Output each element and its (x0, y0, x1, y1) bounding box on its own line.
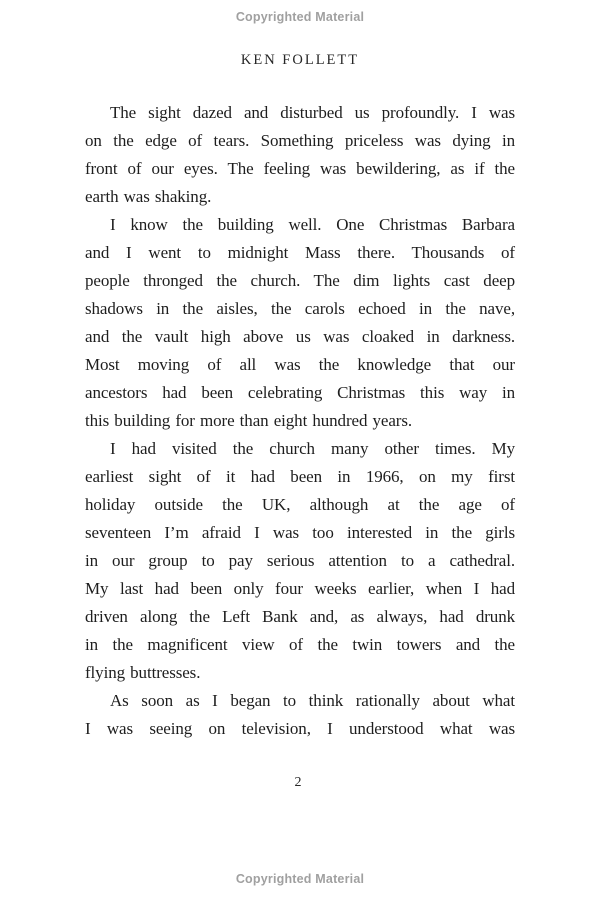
text-line: As soon as I began to think rationally about what (110, 691, 515, 710)
text-line: in the magnificent view of the twin towers and the (85, 635, 515, 654)
text-line: earth was shaking. (85, 187, 212, 206)
text-line: The sight dazed and disturbed us profoundly. I was (110, 103, 515, 122)
page-number: 2 (294, 775, 302, 790)
text-line: flying buttresses. (85, 663, 201, 682)
text-line: and the vault high above us was cloaked in darkness. (85, 327, 515, 346)
text-line: earliest sight of it had been in 1966, on my first (85, 467, 515, 486)
text-line: ancestors had been celebrating Christmas this way in (85, 383, 515, 402)
text-line: on the edge of tears. Something priceless was dying in (85, 131, 515, 150)
text-line: front of our eyes. The feeling was bewildering, as if the (85, 159, 515, 178)
copyright-notice-top: Copyrighted Material (235, 10, 365, 24)
text-line: I was seeing on television, I understood what was (85, 719, 515, 738)
running-header-author: KEN FOLLETT (240, 52, 360, 68)
text-line: and I went to midnight Mass there. Thousands of (85, 243, 515, 262)
copyright-notice-bottom: Copyrighted Material (235, 872, 365, 886)
text-line: Most moving of all was the knowledge that our (85, 355, 515, 374)
text-line: driven along the Left Bank and, as always, had drunk (85, 607, 515, 626)
text-line: in our group to pay serious attention to a cathedral. (85, 551, 515, 570)
text-line: seventeen I’m afraid I was too interested in the girls (85, 523, 515, 542)
text-line: people thronged the church. The dim lights cast deep (85, 271, 515, 290)
text-line: this building for more than eight hundred years. (85, 411, 413, 430)
text-line: I had visited the church many other times. My (110, 439, 515, 458)
text-line: My last had been only four weeks earlier, when I had (85, 579, 515, 598)
text-line: holiday outside the UK, although at the age of (85, 495, 515, 514)
body-text (85, 99, 515, 743)
text-line: shadows in the aisles, the carols echoed in the nave, (85, 299, 515, 318)
text-line: I know the building well. One Christmas Barbara (110, 215, 515, 234)
